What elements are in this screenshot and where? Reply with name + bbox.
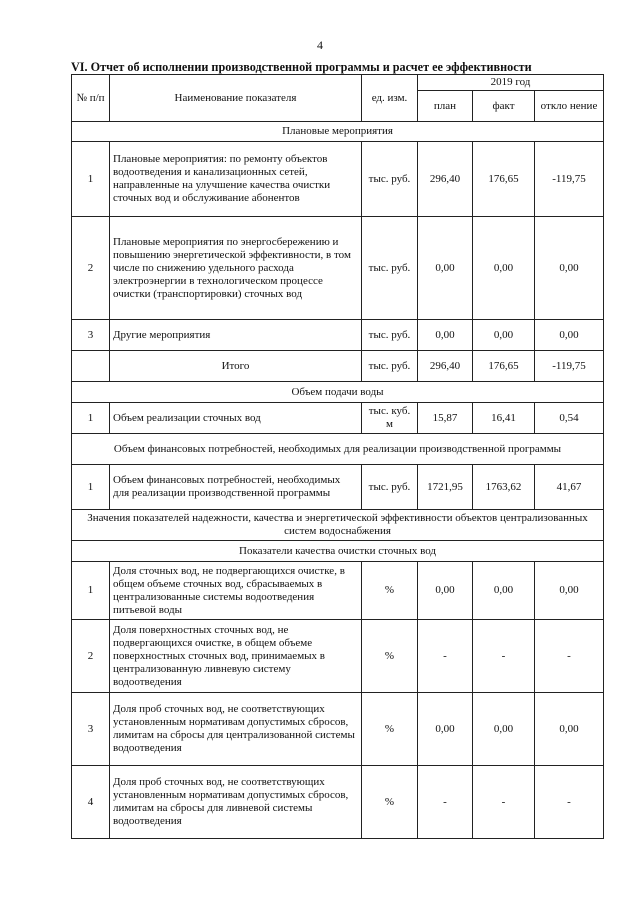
table-row	[72, 465, 604, 510]
row-plan: -	[418, 766, 473, 839]
row-unit: %	[362, 620, 418, 693]
row-name: Плановые мероприятия по энергосбережению и повышению энергетической эффективности, в том числе по снижению удельного расхода электроэнергии в технологическом процессе очистки (транспортировки) сточных вод	[110, 217, 362, 320]
header-fact: факт	[473, 91, 535, 122]
row-no: 3	[72, 320, 110, 351]
total-plan: 296,40	[418, 351, 473, 382]
row-plan: 0,00	[418, 320, 473, 351]
row-deviation: 0,00	[535, 562, 604, 620]
row-fact: 0,00	[473, 562, 535, 620]
row-name: Доля сточных вод, не подвергающихся очистке, в общем объеме сточных вод, сбрасываемых в централизованные системы водоотведения питьевой воды	[110, 562, 362, 620]
row-plan: 0,00	[418, 693, 473, 766]
total-no	[72, 351, 110, 382]
header-unit: ед. изм.	[362, 75, 418, 122]
row-plan: 0,00	[418, 217, 473, 320]
row-unit: %	[362, 693, 418, 766]
row-deviation: -119,75	[535, 142, 604, 217]
row-fact: 16,41	[473, 403, 535, 434]
row-name: Доля поверхностных сточных вод, не подвергающихся очистке, в общем объеме поверхностных сточных вод, принимаемых в централизованную ливневую систему водоотведения	[110, 620, 362, 693]
total-row	[72, 351, 604, 382]
report-table	[71, 74, 604, 839]
row-deviation: 0,00	[535, 693, 604, 766]
table-row	[72, 403, 604, 434]
header-deviation: откло нение	[535, 91, 604, 122]
row-fact: -	[473, 766, 535, 839]
row-name: Плановые мероприятия: по ремонту объектов водоотведения и канализационных сетей, направленные на улучшение качества очистки сточных вод и обслуживание абонентов	[110, 142, 362, 217]
section-row	[72, 541, 604, 562]
table-row	[72, 620, 604, 693]
section-row	[72, 434, 604, 465]
row-plan: 1721,95	[418, 465, 473, 510]
total-unit: тыс. руб.	[362, 351, 418, 382]
section-row	[72, 510, 604, 541]
row-no: 2	[72, 620, 110, 693]
header-plan: план	[418, 91, 473, 122]
table-row	[72, 217, 604, 320]
row-name: Доля проб сточных вод, не соответствующих установленным нормативам допустимых сбросов, лимитам на сбросы для ливневой системы водоотведения	[110, 766, 362, 839]
row-fact: 0,00	[473, 217, 535, 320]
row-no: 2	[72, 217, 110, 320]
row-deviation: -	[535, 766, 604, 839]
row-deviation: 41,67	[535, 465, 604, 510]
row-fact: 0,00	[473, 693, 535, 766]
table-row	[72, 320, 604, 351]
row-unit: тыс. руб.	[362, 217, 418, 320]
header-no: № п/п	[72, 75, 110, 122]
row-unit: тыс. руб.	[362, 465, 418, 510]
row-fact: 176,65	[473, 142, 535, 217]
section-row	[72, 122, 604, 142]
row-name: Объем реализации сточных вод	[110, 403, 362, 434]
row-fact: 1763,62	[473, 465, 535, 510]
row-no: 4	[72, 766, 110, 839]
row-plan: -	[418, 620, 473, 693]
page-number: 4	[317, 38, 323, 52]
section-indicators: Значения показателей надежности, качества и энергетической эффективности объектов централизованных систем водоснабжения	[72, 510, 604, 541]
section-heading: VI. Отчет об исполнении производственной программы и расчет ее эффективности	[71, 60, 532, 74]
row-fact: 0,00	[473, 320, 535, 351]
section-row	[72, 382, 604, 403]
header-year: 2019 год	[418, 75, 604, 91]
row-fact: -	[473, 620, 535, 693]
section-planned: Плановые мероприятия	[72, 122, 604, 142]
table-row	[72, 693, 604, 766]
row-no: 1	[72, 142, 110, 217]
row-deviation: 0,00	[535, 320, 604, 351]
row-no: 1	[72, 465, 110, 510]
header-row	[72, 75, 604, 91]
row-deviation: 0,00	[535, 217, 604, 320]
total-name: Итого	[110, 351, 362, 382]
section-finance: Объем финансовых потребностей, необходимых для реализации производственной программы	[72, 434, 604, 465]
row-unit: тыс. куб. м	[362, 403, 418, 434]
section-volume: Объем подачи воды	[72, 382, 604, 403]
table-row	[72, 766, 604, 839]
row-plan: 296,40	[418, 142, 473, 217]
header-name: Наименование показателя	[110, 75, 362, 122]
table-row	[72, 142, 604, 217]
row-unit: %	[362, 562, 418, 620]
section-quality: Показатели качества очистки сточных вод	[72, 541, 604, 562]
row-name: Доля проб сточных вод, не соответствующих установленным нормативам допустимых сбросов, лимитам на сбросы для централизованной системы водоотведения	[110, 693, 362, 766]
row-name: Другие мероприятия	[110, 320, 362, 351]
row-plan: 0,00	[418, 562, 473, 620]
row-no: 1	[72, 562, 110, 620]
total-fact: 176,65	[473, 351, 535, 382]
total-deviation: -119,75	[535, 351, 604, 382]
row-name: Объем финансовых потребностей, необходимых для реализации производственной программы	[110, 465, 362, 510]
row-unit: тыс. руб.	[362, 142, 418, 217]
row-unit: тыс. руб.	[362, 320, 418, 351]
row-no: 1	[72, 403, 110, 434]
table-row	[72, 562, 604, 620]
row-plan: 15,87	[418, 403, 473, 434]
row-deviation: -	[535, 620, 604, 693]
row-unit: %	[362, 766, 418, 839]
row-deviation: 0,54	[535, 403, 604, 434]
row-no: 3	[72, 693, 110, 766]
